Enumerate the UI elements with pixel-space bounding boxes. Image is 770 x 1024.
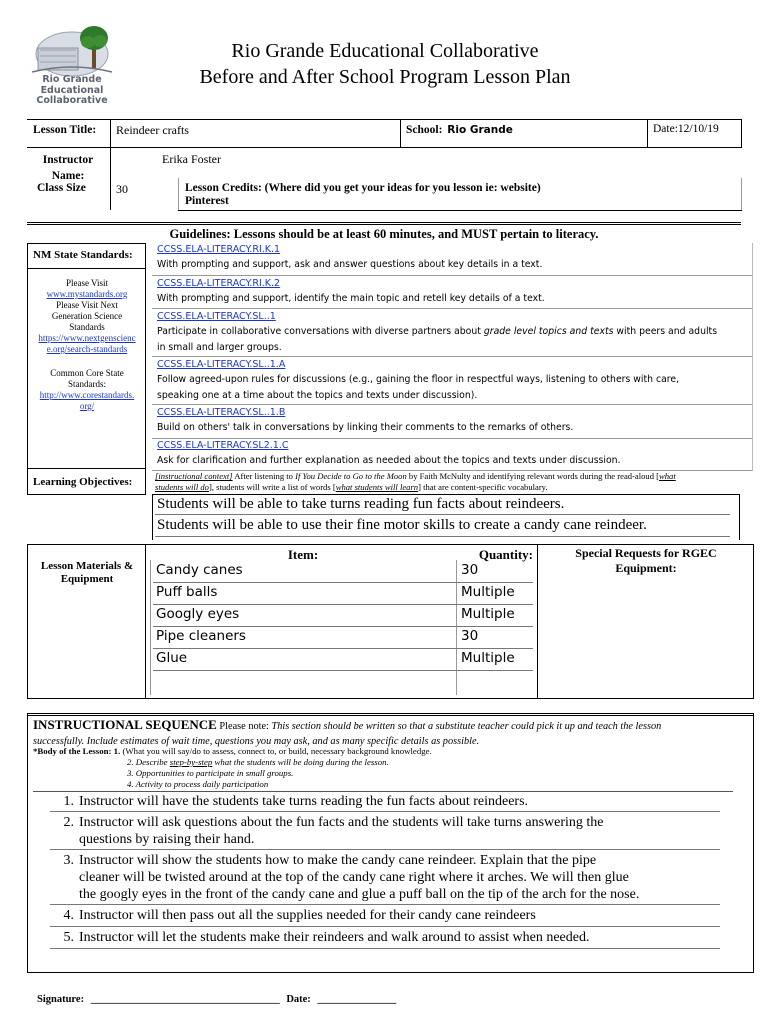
school-field[interactable]: Rio Grande bbox=[447, 124, 513, 136]
guidelines-text: Guidelines: Lessons should be at least 60 minutes, and MUST pertain to literacy. bbox=[169, 227, 599, 241]
instructional-sequence-heading: INSTRUCTIONAL SEQUENCE bbox=[33, 717, 217, 732]
material-item[interactable]: Puff balls bbox=[156, 584, 218, 600]
standard-text: Follow agreed-upon rules for discussions (e.g., gaining the floor in respectful ways, listening to others with care, bbox=[157, 374, 680, 385]
quantity-header: Quantity: bbox=[478, 547, 533, 562]
page-title bbox=[120, 38, 650, 90]
school-label: School: Rio Grande bbox=[406, 124, 513, 136]
material-item[interactable]: Glue bbox=[156, 650, 188, 666]
item-header: Item: bbox=[287, 547, 319, 562]
corestandards-link[interactable]: http://www.corestandards. org/ bbox=[39, 390, 135, 411]
standards-help: Please Visit www.mystandards.org Please Visit Next Generation Science Standards https://www.nextgenscienc e.org/search-standards Common Core State Standards: http://www.corestandards. org/ bbox=[38, 278, 136, 411]
instructor-label: Instructor Name: bbox=[42, 154, 94, 182]
material-row bbox=[150, 604, 537, 626]
mystandards-link[interactable]: www.mystandards.org bbox=[46, 289, 128, 299]
lesson-credits-field[interactable]: Pinterest bbox=[185, 195, 229, 207]
signature-field[interactable]: ____________________________________ bbox=[90, 994, 280, 1005]
material-qty[interactable]: 30 bbox=[461, 562, 479, 578]
objective-line-1[interactable]: Students will be able to take turns reading fun facts about reindeers. bbox=[157, 496, 565, 512]
standard-item bbox=[157, 439, 747, 469]
sequence-step[interactable]: 3. Instructor will show the students how to make the candy cane reindeer. Explain that the pipe cleaner will be twisted around at the top of the candy cane right where it arches. We will then glue the googly eyes in the front of the candy cane and glue a puff ball on the tip of the arch for the nose. bbox=[63, 853, 640, 902]
material-row bbox=[150, 582, 537, 604]
sequence-step[interactable]: 2. Instructor will ask questions about the fun facts and the students will take turns answering the questions by raising their hand. bbox=[63, 815, 604, 847]
material-row bbox=[150, 626, 537, 648]
instructor-name-field[interactable]: Erika Foster bbox=[162, 152, 221, 166]
class-size-field[interactable]: 30 bbox=[116, 182, 128, 196]
material-qty[interactable]: Multiple bbox=[461, 584, 515, 600]
logo bbox=[26, 20, 118, 108]
objective-line-2[interactable]: Students will be able to use their fine motor skills to create a candy cane reindeer. bbox=[157, 517, 647, 533]
materials-label: Lesson Materials & Equipment bbox=[40, 560, 134, 585]
instructional-sequence-note: INSTRUCTIONAL SEQUENCE Please note: This section should be written so that a substitute teacher could pick it up and teach the lesson successfully. Include estimates of wait time, questions you may ask, and as many specific details as possible. bbox=[33, 717, 662, 747]
signature-row bbox=[37, 994, 396, 1005]
standard-item bbox=[157, 243, 747, 273]
material-qty[interactable]: 30 bbox=[461, 628, 479, 644]
ngss-link[interactable]: https://www.nextgenscienc e.org/search-standards bbox=[38, 333, 136, 354]
standard-text: Participate in collaborative conversations with diverse partners about grade level topics and texts with peers and adults bbox=[157, 326, 718, 337]
logo-text: Rio Grande Educational Collaborative bbox=[36, 74, 108, 106]
material-item[interactable]: Googly eyes bbox=[156, 606, 240, 622]
standard-text: Build on others' talk in conversations by linking their comments to the remarks of others. bbox=[157, 422, 574, 433]
signature-date-label: Date: bbox=[286, 994, 311, 1005]
material-row bbox=[150, 648, 537, 670]
learning-objectives-label: Learning Objectives: bbox=[33, 476, 133, 488]
special-requests-label: Special Requests for RGEC Equipment: bbox=[575, 546, 717, 575]
standard-code-link[interactable]: CCSS.ELA-LITERACY.SL..1.A bbox=[157, 359, 286, 370]
standard-item bbox=[157, 406, 747, 436]
standard-code-link[interactable]: CCSS.ELA-LITERACY.SL2.1.C bbox=[157, 440, 289, 451]
class-size-label: Class Size bbox=[37, 182, 86, 194]
standard-item bbox=[157, 277, 747, 307]
material-item[interactable]: Pipe cleaners bbox=[156, 628, 246, 644]
lesson-body-guide: *Body of the Lesson: 1. (What you will say/do to assess, connect to, or build, necessary background knowledge. 2. Describe step-by-step what the students will be doing during the lesson. 3. Opportunities to participate in small groups. 4. Activity to process daily participation bbox=[33, 746, 432, 789]
material-row bbox=[150, 560, 537, 582]
logo-graphic bbox=[26, 20, 118, 80]
title-line-2: Before and After School Program Lesson Plan bbox=[199, 66, 571, 88]
standard-text-cont: speaking one at a time about the topics and texts under discussion). bbox=[157, 390, 478, 401]
standard-item bbox=[157, 358, 747, 404]
standard-code-link[interactable]: CCSS.ELA-LITERACY.SL..1 bbox=[157, 311, 276, 322]
standard-text: Ask for clarification and further explanation as needed about the topics and texts under discussion. bbox=[157, 455, 621, 466]
material-qty[interactable]: Multiple bbox=[461, 606, 515, 622]
nm-standards-label: NM State Standards: bbox=[33, 249, 133, 261]
standard-text: With prompting and support, identify the main topic and retell key details of a text. bbox=[157, 293, 545, 304]
material-item[interactable]: Candy canes bbox=[156, 562, 243, 578]
lesson-credits-label: Lesson Credits: (Where did you get your ideas for you lesson ie: website) bbox=[185, 182, 541, 194]
standard-text: With prompting and support, ask and answer questions about key details in a text. bbox=[157, 259, 543, 270]
signature-label: Signature: bbox=[37, 994, 85, 1005]
standard-item bbox=[157, 310, 749, 356]
lesson-title-label: Lesson Title: bbox=[33, 124, 97, 136]
lesson-title-field[interactable]: Reindeer crafts bbox=[116, 123, 189, 137]
signature-date-field[interactable]: _______________ bbox=[317, 994, 397, 1005]
objectives-hint: [instructional context] After listening to If You Decide to Go to the Moon by Faith McNulty and identifying relevant words during the read-aloud [what students will do], students will write a list of words [what students will learn] that are content-specific vocabulary. bbox=[155, 471, 676, 492]
date-field[interactable]: Date:12/10/19 bbox=[653, 123, 719, 135]
material-qty[interactable]: Multiple bbox=[461, 650, 515, 666]
standard-text-cont: in small and larger groups. bbox=[157, 342, 282, 353]
standard-code-link[interactable]: CCSS.ELA-LITERACY.RI.K.1 bbox=[157, 244, 281, 255]
title-line-1: Rio Grande Educational Collaborative bbox=[231, 40, 539, 62]
standard-code-link[interactable]: CCSS.ELA-LITERACY.RI.K.2 bbox=[157, 278, 281, 289]
standard-code-link[interactable]: CCSS.ELA-LITERACY.SL..1.B bbox=[157, 407, 286, 418]
